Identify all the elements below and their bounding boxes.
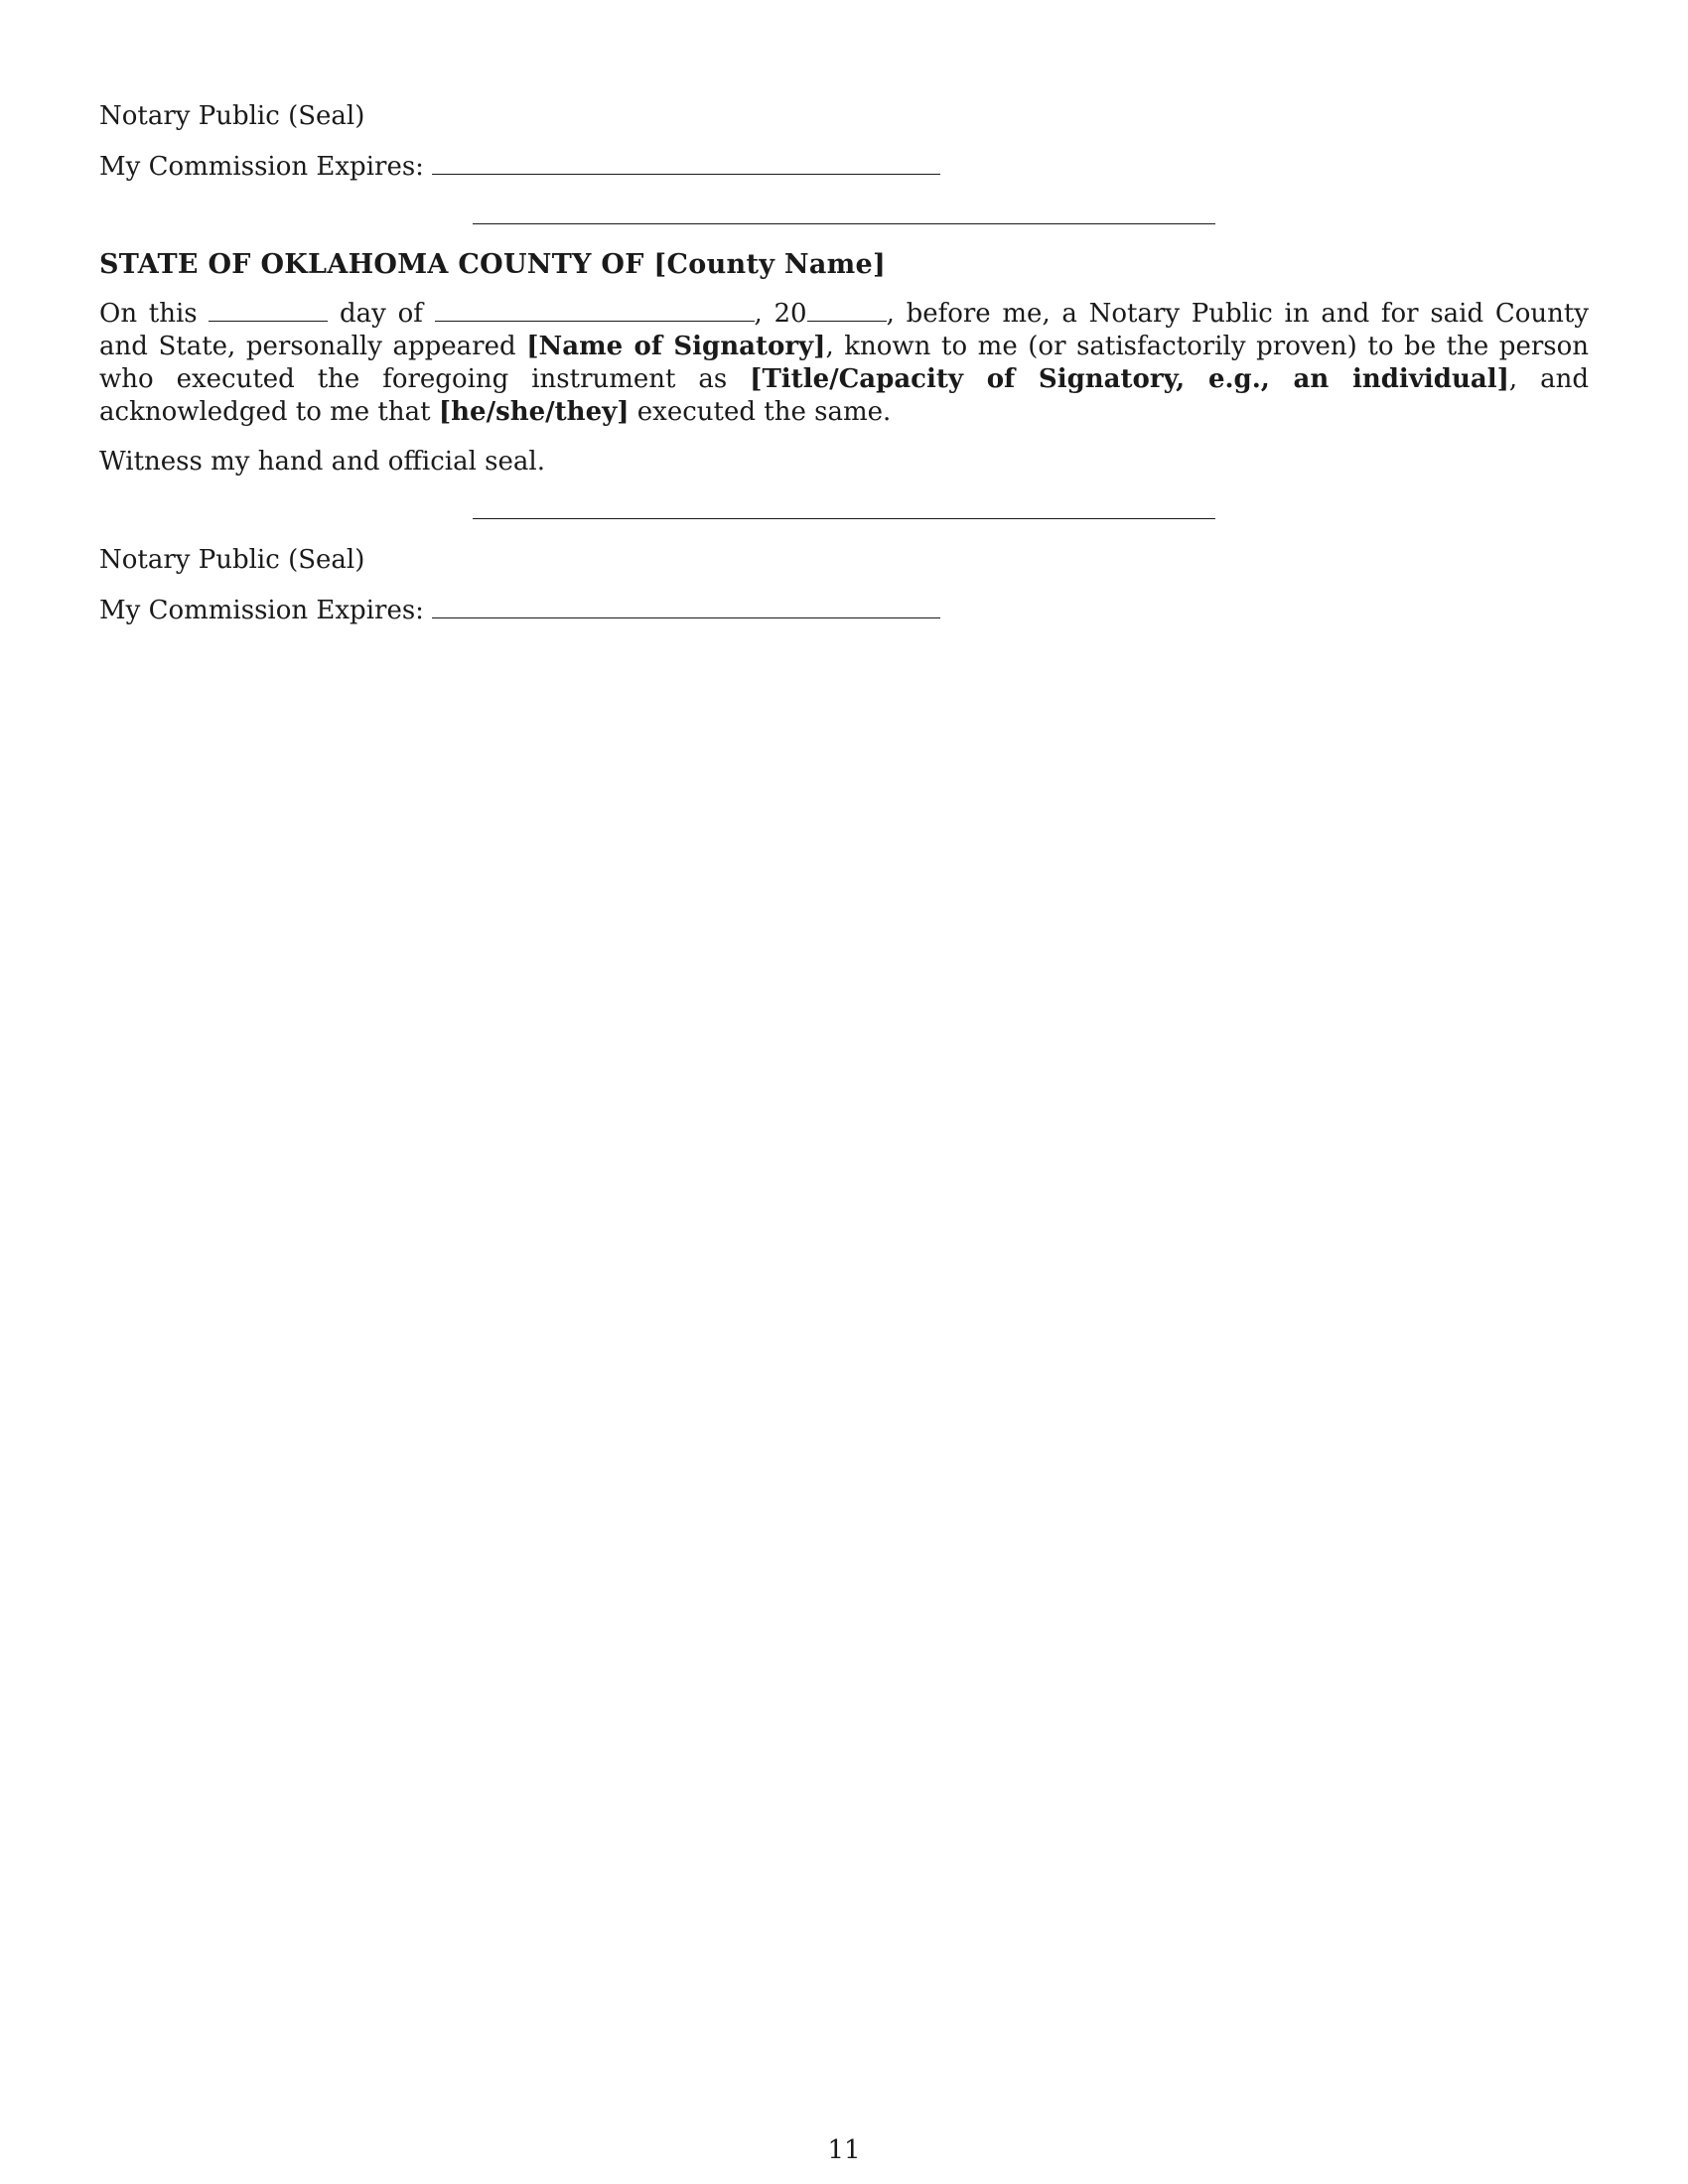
ack-known-to-me: , known to me (or satisfactorily proven) to be the person who executed the foregoing instrument as — [99, 332, 1589, 394]
page-number: 11 — [827, 2135, 861, 2165]
notary-public-seal-label — [99, 544, 364, 576]
signature-line[interactable] — [473, 223, 1215, 224]
signature-line[interactable] — [473, 518, 1215, 519]
notary-label-text: Notary Public (Seal) — [99, 545, 365, 575]
notary-public-seal-label — [99, 100, 364, 132]
ack-year-prefix: , 20 — [754, 299, 807, 329]
acknowledgment-paragraph — [99, 298, 1589, 429]
title-capacity-placeholder: [Title/Capacity of Signatory, e.g., an individual] — [750, 364, 1509, 394]
commission-expires-line — [99, 150, 940, 183]
commission-expires-line — [99, 594, 940, 626]
ack-executed: executed the same. — [629, 397, 892, 427]
year-blank[interactable] — [807, 299, 887, 322]
ack-day-of: day of — [340, 299, 423, 329]
day-blank[interactable] — [209, 299, 328, 322]
state-county-heading: STATE OF OKLAHOMA COUNTY OF [County Name] — [99, 249, 887, 280]
witness-text: Witness my hand and official seal. — [99, 447, 545, 477]
commission-expires-blank[interactable] — [432, 594, 940, 618]
name-of-signatory-placeholder: [Name of Signatory] — [526, 332, 826, 361]
ack-before-me: , before me, a Notary Public in and for said County and State, personally appeared — [99, 299, 1589, 361]
witness-statement — [99, 446, 545, 478]
commission-expires-blank[interactable] — [432, 150, 940, 175]
ack-on-this: On this — [99, 299, 198, 329]
document-page — [99, 0, 1589, 2184]
notary-label-text: Notary Public (Seal) — [99, 101, 365, 131]
month-blank[interactable] — [435, 299, 755, 322]
ack-acknowledged: , and acknowledged to me that — [99, 364, 1589, 427]
pronoun-placeholder: [he/she/they] — [438, 397, 630, 427]
commission-label-text: My Commission Expires: — [99, 152, 424, 182]
commission-label-text: My Commission Expires: — [99, 596, 424, 625]
